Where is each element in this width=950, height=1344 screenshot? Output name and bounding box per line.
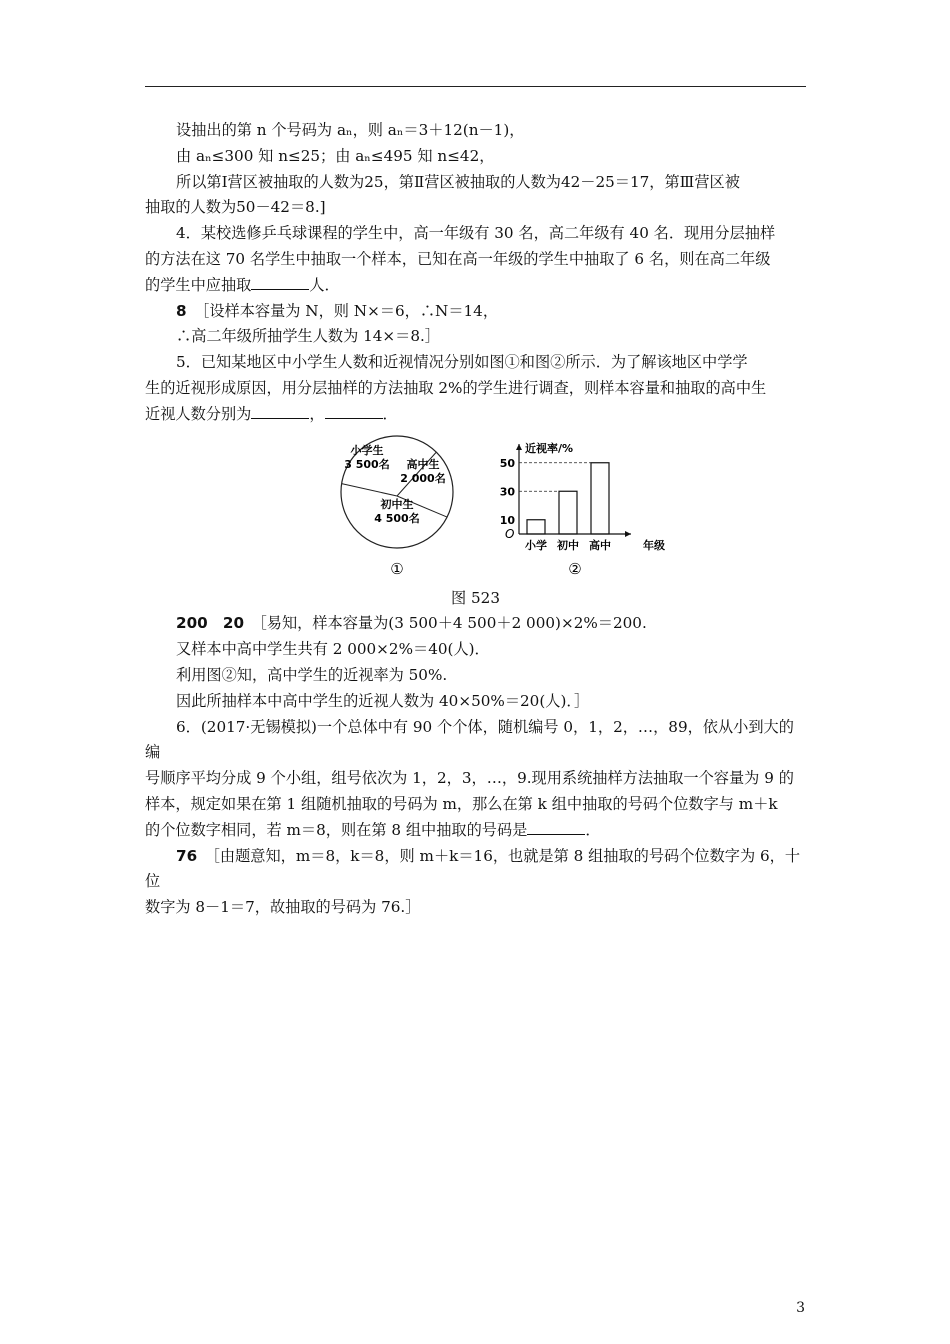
- q4-line: 4．某校选修乒乓球课程的学生中，高一年级有 30 名，高二年级有 40 名．现用分层抽样: [176, 224, 776, 243]
- q4-solution: [145, 299, 806, 325]
- answer-blank: [527, 820, 585, 835]
- x-tick-label: 初中: [557, 538, 579, 552]
- y-tick-label: 50: [499, 456, 515, 470]
- figures: [145, 434, 806, 582]
- q6-line: 样本，规定如果在第 1 组随机抽取的号码为 m，那么在第 k 组中抽取的号码个位数字与 m＋k: [145, 794, 778, 813]
- origin-label: O: [505, 526, 515, 541]
- pie-chart-label: ①: [390, 559, 404, 578]
- answer-blank: [251, 275, 309, 290]
- pie-slice-name: 初中生: [380, 497, 414, 511]
- q4-text: 的学生中应抽取: [145, 275, 252, 294]
- q5-solution: [145, 611, 806, 637]
- q6-text: ．: [585, 820, 601, 839]
- pie-slice-value: 3 500名: [344, 457, 390, 471]
- q5-line: 生的近视形成原因，用分层抽样的方法抽取 2%的学生进行调查，则样本容量和抽取的高中生: [145, 378, 767, 397]
- y-axis-label: 近视率/%: [525, 441, 574, 455]
- page-content: [145, 118, 806, 921]
- q6-answer: 76: [176, 846, 198, 865]
- q6-solution: 数字为 8－1＝7，故抽取的号码为 76.］: [145, 898, 421, 917]
- q5-text: ，: [309, 404, 325, 423]
- x-axis-label: 年级: [643, 538, 665, 552]
- pie-slice-value: 4 500名: [374, 511, 420, 525]
- figure-caption: 图 523: [450, 588, 500, 607]
- y-axis-arrow: [516, 444, 522, 450]
- bar-chart-label: ②: [568, 559, 582, 578]
- q4-line: [145, 273, 806, 299]
- q5-text: 近视人数分别为: [145, 404, 252, 423]
- q6-text: 的个位数字相同，若 m＝8，则在第 8 组中抽取的号码是: [145, 820, 528, 839]
- answer-blank: [251, 404, 309, 419]
- q5-solution: 因此所抽样本中高中学生的近视人数为 40×50%＝20(人)．］: [176, 691, 590, 710]
- q5-solution: 利用图②知，高中学生的近视率为 50%.: [176, 665, 448, 684]
- x-tick-label: 小学: [525, 538, 547, 552]
- q4-answer: 8: [176, 301, 187, 320]
- pie-slice-name: 小学生: [350, 443, 384, 457]
- pie-slice-name: 高中生: [406, 457, 440, 471]
- q4-text: 人．: [309, 275, 340, 294]
- bar-chart: [497, 434, 797, 582]
- answer-blank: [325, 404, 383, 419]
- q6-line: 号顺序平均分成 9 个小组，组号依次为 1，2，3，…，9.现用系统抽样方法抽取一个容量为 9 的: [145, 769, 794, 788]
- text-line: 抽取的人数为50－42＝8.]: [145, 198, 326, 217]
- pie-chart: [339, 434, 459, 582]
- q4-line: 的方法在这 70 名学生中抽取一个样本，已知在高一年级的学生中抽取了 6 名，则在高二年级: [145, 249, 771, 268]
- q4-solution-text: ［设样本容量为 N，则 N×＝6，∴N＝14，: [201, 301, 499, 320]
- pie-slice-value: 2 000名: [400, 471, 446, 485]
- text-line: 所以第Ⅰ营区被抽取的人数为25，第Ⅱ营区被抽取的人数为42－25＝17，第Ⅲ营区被: [176, 172, 740, 191]
- q6-line: [145, 818, 806, 844]
- q5-line: [145, 402, 806, 428]
- bar: [591, 462, 609, 533]
- q5-text: ．: [382, 404, 398, 423]
- page-number: 3: [796, 1300, 805, 1316]
- bar: [559, 491, 577, 534]
- bar: [527, 519, 545, 533]
- header-rule: [145, 86, 806, 87]
- x-tick-label: 高中: [589, 538, 611, 552]
- q6-solution: [145, 844, 806, 896]
- pie-divider: [342, 483, 397, 495]
- y-tick-label: 10: [499, 513, 515, 527]
- q6-line: 6．(2017·无锡模拟)一个总体中有 90 个个体，随机编号 0，1，2，…，89，依从小到大的编: [145, 717, 794, 762]
- text-line: 设抽出的第 n 个号码为 aₙ，则 aₙ＝3＋12(n－1)，: [176, 121, 525, 139]
- q4-solution: ∴高二年级所抽学生人数为 14×＝8.］: [176, 327, 440, 346]
- q5-line: 5．已知某地区中小学生人数和近视情况分别如图①和图②所示．为了解该地区中学学: [176, 353, 748, 372]
- q5-solution-text: ［易知，样本容量为(3 500＋4 500＋2 000)×2%＝200.: [259, 614, 647, 633]
- q6-solution-text: ［由题意知，m＝8，k＝8，则 m＋k＝16，也就是第 8 组抽取的号码个位数字为 6，十位: [145, 846, 801, 891]
- q5-solution: 又样本中高中学生共有 2 000×2%＝40(人)．: [176, 640, 490, 659]
- q5-answer: 200 20: [176, 614, 245, 633]
- y-tick-label: 30: [499, 484, 515, 498]
- x-axis-arrow: [625, 531, 631, 537]
- text-line: 由 aₙ≤300 知 n≤25；由 aₙ≤495 知 n≤42，: [176, 146, 495, 165]
